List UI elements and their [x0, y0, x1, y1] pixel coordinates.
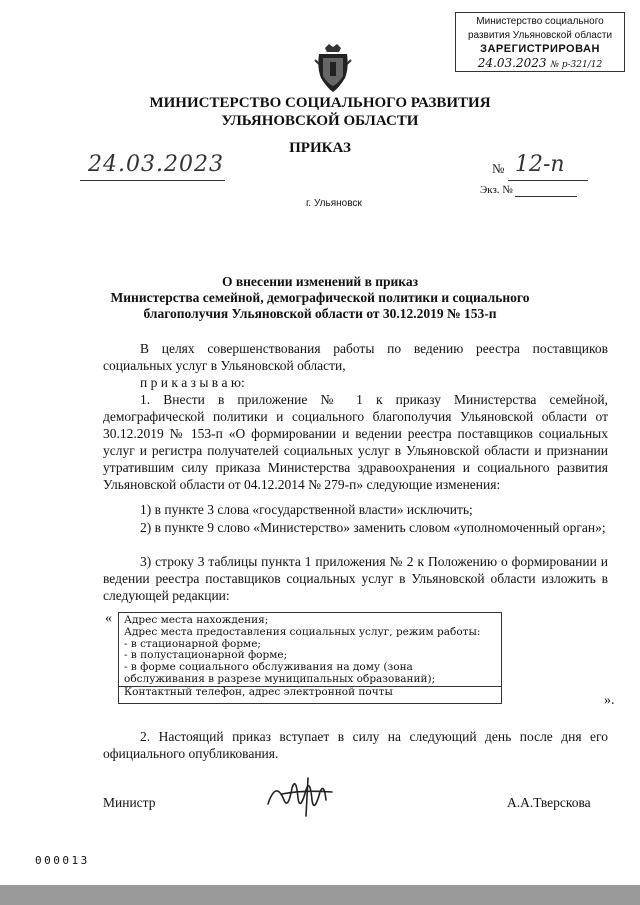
city: г. Ульяновск — [306, 198, 362, 209]
stamp-date-reg — [456, 56, 624, 70]
signatory-name: А.А.Тверскова — [507, 795, 591, 810]
stamp-line2: развития Ульяновской области — [467, 30, 613, 41]
item-2: 2. Настоящий приказ вступает в силу на следующий день после дня его официального опубликования. — [103, 729, 608, 761]
table-line3: - в стационарной форме; — [124, 637, 261, 650]
stamp-status: ЗАРЕГИСТРИРОВАН — [480, 43, 600, 55]
table-row-box — [118, 612, 502, 704]
number-label: № — [492, 161, 505, 176]
ministry-name — [0, 94, 640, 130]
order-number: 12-п — [515, 152, 565, 177]
signatory-position: Министр — [103, 795, 156, 810]
ministry-line2: УЛЬЯНОВСКОЙ ОБЛАСТИ — [221, 113, 419, 129]
ministry-line1: МИНИСТЕРСТВО СОЦИАЛЬНОГО РАЗВИТИЯ — [149, 95, 491, 111]
coat-of-arms-icon — [313, 42, 353, 94]
quote-close: ». — [604, 693, 615, 708]
stamp-date: 24.03.2023 — [477, 56, 547, 70]
table-line5: - в форме социального обслуживания на дому (зона обслуживания в разрезе муниципальных образований); — [124, 661, 436, 685]
subitem-2: 2) в пункте 9 слово «Министерство» заменить словом «уполномоченный орган»; — [140, 520, 606, 535]
subitem-1: 1) в пункте 3 слова «государственной власти» исключить; — [140, 502, 473, 517]
number-underline — [508, 180, 588, 181]
handwritten-signature-icon — [262, 770, 342, 820]
subitem-3: 3) строку 3 таблицы пункта 1 приложения № 2 к Положению о формировании и ведении реестра поставщиков социальных услуг в Ульяновской области изложить в следующей редакции: — [103, 554, 608, 603]
document-type: ПРИКАЗ — [289, 140, 351, 156]
copy-number-underline — [515, 196, 577, 197]
stamp-line1: Министерство социального — [476, 16, 604, 27]
order-date: 24.03.2023 — [88, 152, 224, 177]
table-line4: - в полустационарной форме; — [124, 649, 288, 662]
copy-number-label: Экз. № — [480, 184, 513, 196]
scan-border — [0, 885, 640, 905]
table-line2: Адрес места предоставления социальных услуг, режим работы: — [124, 625, 481, 638]
quote-open: « — [105, 611, 112, 626]
subject-line1: О внесении изменений в приказ — [221, 274, 419, 289]
intro-paragraph: В целях совершенствования работы по ведению реестра поставщиков социальных услуг в Ульяновской области, — [103, 341, 608, 373]
order-subject — [110, 274, 530, 322]
item-1: 1. Внести в приложение № 1 к приказу Министерства семейной, демографической политики и социального благополучия Ульяновской области от 30.12.2019 № 153-п «О формировании и ведении реестра поставщиков социальных услуг и регистра получателей социальных услуг в Ульяновской области и признании утратившим силу приказа Министерства здравоохранения и социального развития Ульяновской области от 04.12.2014 № 279-п» следующие изменения: — [103, 392, 608, 492]
registration-stamp — [455, 12, 625, 72]
order-word: п р и к а з ы в а ю: — [140, 375, 245, 390]
subject-line3: благополучия Ульяновской области от 30.12.2019 № 153-п — [143, 306, 497, 321]
page-code: 000013 — [35, 854, 90, 867]
subject-line2: Министерства семейной, демографической политики и социального — [110, 290, 530, 305]
table-line6: Контактный телефон, адрес электронной почты — [119, 686, 501, 699]
date-underline — [80, 180, 225, 181]
stamp-reg-number: № р-321/12 — [550, 60, 603, 70]
table-line1: Адрес места нахождения; — [124, 614, 269, 626]
